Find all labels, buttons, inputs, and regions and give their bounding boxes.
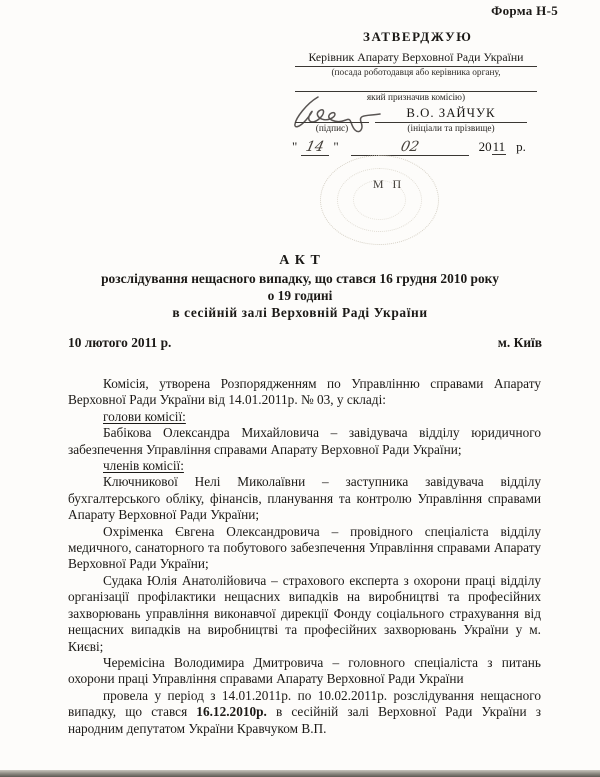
- paragraph-member-sudak: Судака Юлія Анатолійовича – страхового експерта з охорони праці відділу організації профілактики нещасних випадків на виробництві та професійних захворювань управління виконавчої дирекції Фонду соціального страхування від нещасних випадків на виробництві та професійних захворювань України у м. Києві;: [68, 572, 541, 654]
- act-title-block: [0, 252, 600, 321]
- initials-caption: (ініціали та прізвище): [407, 124, 495, 134]
- paragraph-member-okhrimenko: Охріменка Євгена Олександровича – провідного спеціаліста відділу медичного, санаторного та побутового забезпечення Управління справами Апарату Верховної Ради України;: [68, 523, 541, 572]
- act-title-line3: в сесійній залі Верховній Раді України: [172, 305, 428, 320]
- scan-edge-artifact: [0, 770, 600, 777]
- document-body: [68, 376, 541, 737]
- handwritten-month: 02: [399, 139, 421, 155]
- paragraph-members-label: [68, 458, 541, 474]
- act-title-line1: розслідування нещасного випадку, що стався 16 грудня 2010 року: [101, 271, 499, 286]
- dateline-row: [68, 335, 542, 351]
- year-prefix: 20: [478, 139, 492, 154]
- approval-heading: ЗАТВЕРДЖУЮ: [363, 29, 473, 44]
- investigation-text-post: в сесійній залі Верховної Ради України з народним депутатом України Кравчуком В.П.: [68, 704, 541, 736]
- open-quote: ": [292, 139, 298, 154]
- underlined-label: голови комісії:: [103, 408, 186, 424]
- day-field: [301, 139, 329, 156]
- handwritten-day: 14: [304, 139, 326, 155]
- document-place: м. Київ: [497, 335, 542, 350]
- signatory-name: В.О. ЗАЙЧУК: [375, 106, 527, 123]
- underlined-label: членів комісії:: [103, 458, 184, 474]
- year-filled: 11: [492, 139, 506, 154]
- paragraph-commission: Комісія, утворена Розпорядженням по Управлінню справами Апарату Верховної Ради України від 14.01.2011р. № 03, у складі:: [68, 376, 541, 408]
- year-unit: р.: [516, 139, 526, 154]
- year-field: [479, 139, 507, 155]
- signature-caption: (підпис): [315, 124, 349, 134]
- approver-caption-line1: (посада роботодавця або керівника органу,: [331, 68, 501, 78]
- paragraph-head-of-commission-label: [68, 409, 541, 425]
- paragraph-investigation-period: [68, 688, 541, 737]
- act-title-line2: о 19 годині: [267, 288, 333, 303]
- seal-place-label: М П: [372, 177, 405, 191]
- month-field: [351, 139, 469, 156]
- approver-title: Керівник Апарату Верховної Ради України: [295, 50, 537, 67]
- signature-line: [295, 122, 369, 123]
- paragraph-member-cheremisin: Черемісіна Володимира Дмитровича – головного спеціаліста з питань охорони праці Управління справами Апарату Верховної Ради України: [68, 654, 541, 687]
- act-heading: А К Т: [279, 253, 321, 268]
- paragraph-member-babikov: Бабікова Олександра Михайловича – завідувача відділу юридичного забезпечення Управління справами Апарату Верховної Ради України;: [68, 425, 541, 457]
- investigation-text-pre: провела у період з 14.01.2011р. по 10.02.2011р. розслідування нещасного випадку, що стався: [68, 687, 541, 720]
- approval-date-row: [292, 139, 526, 156]
- paragraph-member-klyuchnikova: Ключникової Нелі Миколаївни – заступника завідувача відділу бухгалтерського обліку, фінансів, планування та контролю Управління справами Апарату Верховної Ради України;: [68, 474, 541, 523]
- document-date: 10 лютого 2011 р.: [68, 335, 172, 350]
- approver-caption-line2: який призначив комісію): [366, 93, 466, 103]
- approver-caption-rule: [295, 91, 537, 92]
- accident-date-bold: 16.12.2010р.: [196, 704, 267, 720]
- close-quote: ": [333, 139, 339, 154]
- form-number-label: Форма Н-5: [491, 3, 558, 18]
